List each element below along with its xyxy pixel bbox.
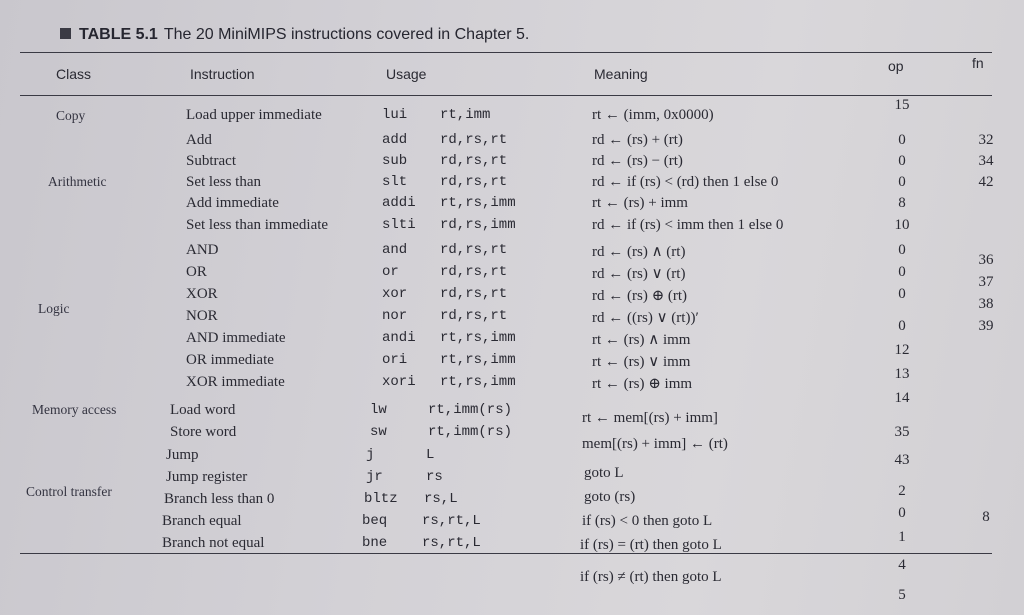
meaning: rt ← (rs) + imm xyxy=(592,195,688,211)
meaning: rd ← (rs) ∨ (rt) xyxy=(592,266,686,282)
op-code: 0 xyxy=(898,264,906,280)
usage-mnemonic: sub xyxy=(382,153,408,169)
instruction-name: Branch equal xyxy=(162,513,242,529)
header-op: op xyxy=(888,58,904,74)
op-code: 8 xyxy=(898,195,906,211)
usage-operands: rs,rt,L xyxy=(422,535,481,551)
instruction-name: Branch less than 0 xyxy=(164,491,275,507)
op-code: 0 xyxy=(898,242,906,258)
table-row xyxy=(0,174,1024,194)
header-meaning: Meaning xyxy=(594,66,648,82)
usage-mnemonic: beq xyxy=(362,513,388,529)
meaning: mem[(rs) + imm] ← (rt) xyxy=(582,436,728,452)
usage-operands: rd,rs,rt xyxy=(440,153,508,169)
meaning: rd ← (rs) ∧ (rt) xyxy=(592,244,686,260)
instruction-name: OR immediate xyxy=(186,352,274,368)
usage-operands: rs,rt,L xyxy=(422,513,481,529)
op-code: 14 xyxy=(894,390,910,406)
caption-title: The 20 MiniMIPS instructions covered in Chapter 5. xyxy=(163,26,530,43)
usage-mnemonic: addi xyxy=(382,195,416,211)
usage-mnemonic: add xyxy=(382,132,408,148)
usage-mnemonic: or xyxy=(382,264,399,280)
fn-code: 37 xyxy=(978,274,994,290)
table-row xyxy=(0,153,1024,173)
class-label: Copy xyxy=(56,108,86,123)
instruction-name: OR xyxy=(186,264,207,280)
header-class: Class xyxy=(56,66,92,82)
meaning: rd ← if (rs) < (rd) then 1 else 0 xyxy=(592,174,779,190)
usage-operands: rd,rs,rt xyxy=(440,264,508,280)
usage-mnemonic: and xyxy=(382,242,408,258)
instruction-name: Jump xyxy=(166,447,199,463)
instruction-name: Set less than xyxy=(186,174,261,190)
caption-square-icon xyxy=(60,28,71,39)
usage-mnemonic: j xyxy=(366,447,375,463)
meaning: rd ← if (rs) < imm then 1 else 0 xyxy=(592,217,784,233)
table-row xyxy=(0,195,1024,215)
usage-mnemonic: slt xyxy=(382,174,408,190)
usage-operands: rd,rs,rt xyxy=(440,242,508,258)
instruction-name: XOR immediate xyxy=(186,374,285,390)
meaning: rt ← (rs) ⊕ imm xyxy=(592,376,693,392)
op-code: 12 xyxy=(894,342,910,358)
usage-operands: L xyxy=(426,447,435,463)
usage-mnemonic: ori xyxy=(382,352,408,368)
usage-operands: rt,rs,imm xyxy=(440,330,516,346)
meaning: rd ← (rs) + (rt) xyxy=(592,132,683,148)
instruction-name: AND immediate xyxy=(186,330,286,346)
op-code: 13 xyxy=(894,366,910,382)
table-row xyxy=(0,535,1024,603)
fn-code: 32 xyxy=(978,132,994,148)
op-code: 35 xyxy=(894,424,910,440)
table-row xyxy=(0,374,1024,406)
table-row xyxy=(0,132,1024,152)
op-code: 0 xyxy=(898,505,906,521)
instruction-name: Branch not equal xyxy=(162,535,265,551)
op-code: 5 xyxy=(898,587,906,603)
meaning: goto L xyxy=(584,465,624,481)
meaning: rt ← (rs) ∨ imm xyxy=(592,354,691,370)
usage-operands: rt,imm(rs) xyxy=(428,424,513,440)
meaning: rt ← (imm, 0x0000) xyxy=(592,107,714,123)
fn-code: 38 xyxy=(978,296,994,312)
usage-mnemonic: lui xyxy=(382,107,408,123)
instruction-name: Load word xyxy=(170,402,236,418)
op-code: 15 xyxy=(894,97,910,113)
header-usage: Usage xyxy=(386,66,427,82)
op-code: 0 xyxy=(898,132,906,148)
usage-mnemonic: xori xyxy=(382,374,416,390)
meaning: if (rs) = (rt) then goto L xyxy=(580,537,722,553)
fn-code: 8 xyxy=(982,509,990,525)
meaning: goto (rs) xyxy=(584,489,636,505)
usage-operands: rd,rs,rt xyxy=(440,132,508,148)
instruction-name: Add xyxy=(186,132,212,148)
op-code: 0 xyxy=(898,174,906,190)
table-row xyxy=(0,217,1024,237)
header-rule xyxy=(20,95,992,96)
meaning: if (rs) < 0 then goto L xyxy=(582,513,713,529)
op-code: 1 xyxy=(898,529,906,545)
class-label: Logic xyxy=(38,301,70,316)
op-code: 2 xyxy=(898,483,906,499)
instruction-name: Jump register xyxy=(166,469,248,485)
op-code: 0 xyxy=(898,286,906,302)
usage-operands: rt,imm(rs) xyxy=(428,402,513,418)
usage-mnemonic: xor xyxy=(382,286,408,302)
instruction-name: XOR xyxy=(186,286,218,302)
table-row xyxy=(0,308,1024,334)
usage-operands: rt,rs,imm xyxy=(440,352,516,368)
instruction-name: NOR xyxy=(186,308,218,324)
instruction-name: Set less than immediate xyxy=(186,217,329,233)
meaning: rd ← (rs) − (rt) xyxy=(592,153,683,169)
op-code: 4 xyxy=(898,557,906,573)
table-caption xyxy=(60,26,529,44)
usage-operands: rt,rs,imm xyxy=(440,195,516,211)
instruction-name: Add immediate xyxy=(186,195,279,211)
usage-operands: rs,L xyxy=(424,491,458,507)
instruction-name: Store word xyxy=(170,424,237,440)
meaning: rd ← (rs) ⊕ (rt) xyxy=(592,288,688,304)
class-label: Control transfer xyxy=(26,484,112,499)
usage-mnemonic: jr xyxy=(366,469,383,485)
usage-operands: rd,rs,rt xyxy=(440,174,508,190)
meaning: if (rs) ≠ (rt) then goto L xyxy=(580,569,722,585)
meaning: rd ← ((rs) ∨ (rt))′ xyxy=(592,310,699,326)
instruction-name: AND xyxy=(186,242,219,258)
table-row xyxy=(0,330,1024,358)
usage-mnemonic: bne xyxy=(362,535,388,551)
op-code: 10 xyxy=(894,217,910,233)
header-fn: fn xyxy=(972,55,984,71)
usage-mnemonic: andi xyxy=(382,330,416,346)
top-rule xyxy=(20,52,992,53)
instruction-name: Load upper immediate xyxy=(186,107,322,123)
header-instruction: Instruction xyxy=(190,66,255,82)
usage-operands: rt,imm xyxy=(440,107,491,123)
op-code: 43 xyxy=(894,452,910,468)
meaning: rt ← (rs) ∧ imm xyxy=(592,332,691,348)
meaning: rt ← mem[(rs) + imm] xyxy=(582,410,718,426)
fn-code: 39 xyxy=(978,318,994,334)
usage-mnemonic: lw xyxy=(370,402,387,418)
table-row xyxy=(0,264,1024,290)
fn-code: 34 xyxy=(978,153,994,169)
usage-operands: rs xyxy=(426,469,443,485)
usage-operands: rd,rs,rt xyxy=(440,308,508,324)
usage-operands: rd,rs,imm xyxy=(440,217,516,233)
op-code: 0 xyxy=(898,153,906,169)
usage-operands: rd,rs,rt xyxy=(440,286,508,302)
usage-mnemonic: nor xyxy=(382,308,408,324)
op-code: 0 xyxy=(898,318,906,334)
usage-mnemonic: slti xyxy=(382,217,416,233)
caption-label: TABLE 5.1 xyxy=(79,26,158,43)
class-label: Arithmetic xyxy=(48,174,107,189)
usage-mnemonic: sw xyxy=(370,424,387,440)
usage-operands: rt,rs,imm xyxy=(440,374,516,390)
class-label: Memory access xyxy=(32,402,117,417)
fn-code: 36 xyxy=(978,252,994,268)
usage-mnemonic: bltz xyxy=(364,491,398,507)
fn-code: 42 xyxy=(978,174,994,190)
table-row xyxy=(0,97,1024,127)
instruction-name: Subtract xyxy=(186,153,236,169)
table-row xyxy=(0,242,1024,268)
